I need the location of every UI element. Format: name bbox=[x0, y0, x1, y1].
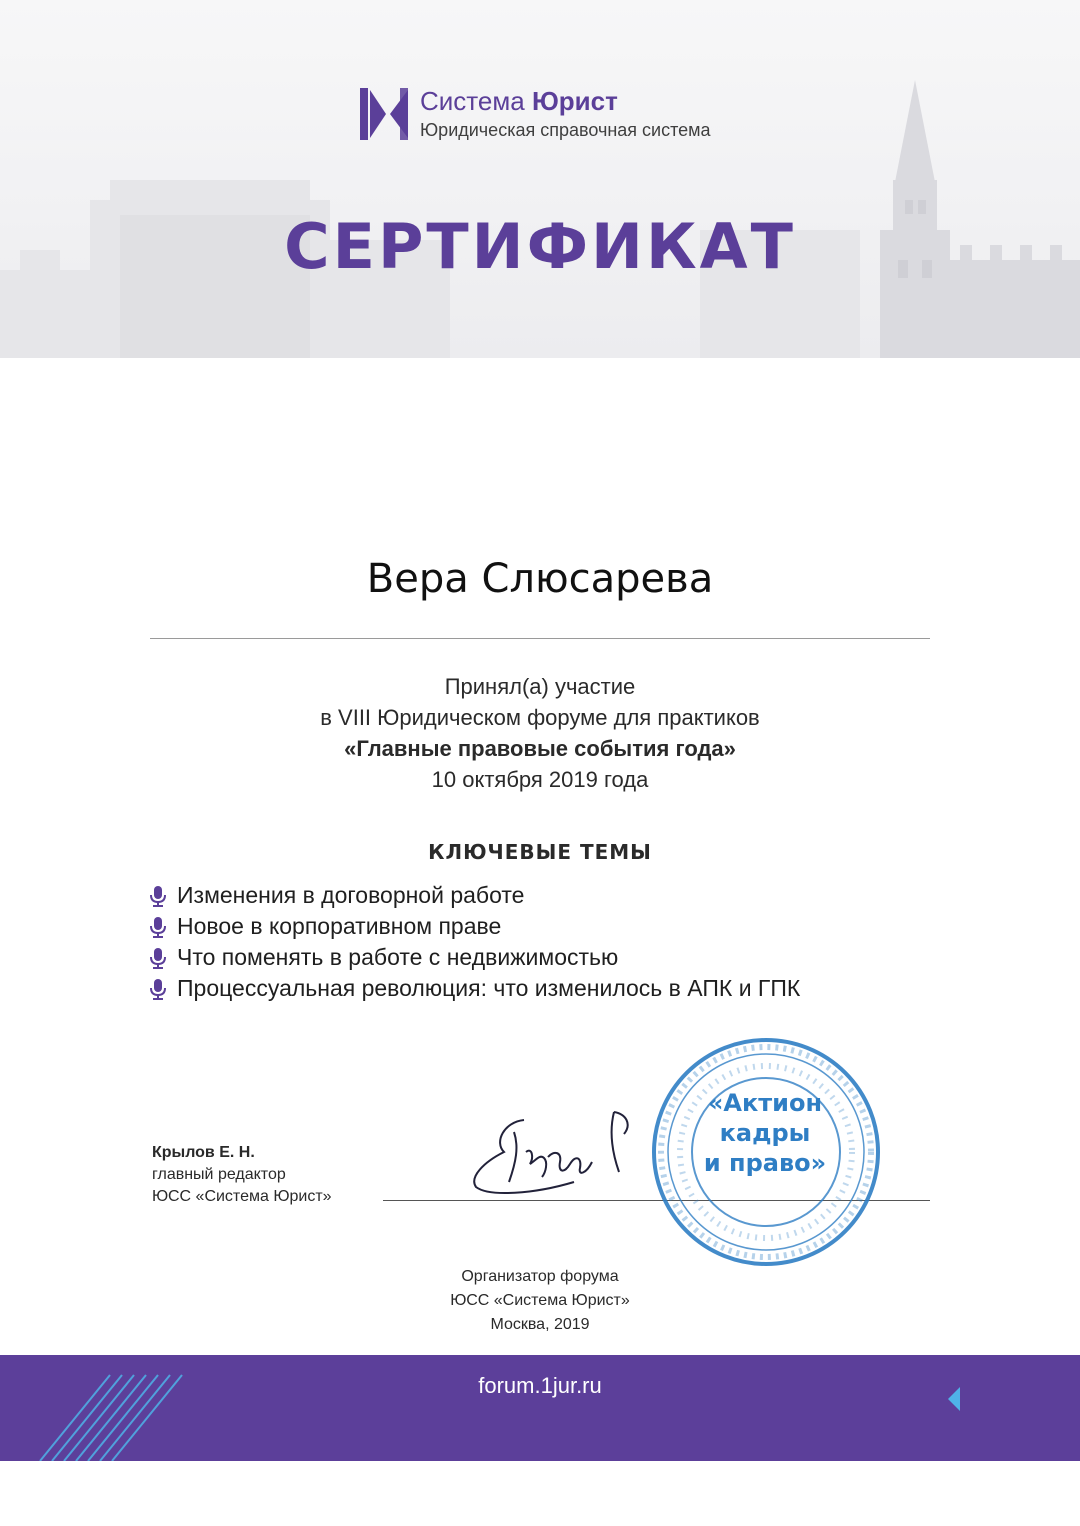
signer-name: Крылов Е. Н. bbox=[152, 1144, 255, 1161]
topic-text: Что поменять в работе с недвижимостью bbox=[177, 944, 619, 970]
participation-text: Принял(а) участие bbox=[444, 674, 636, 699]
city-background-illustration bbox=[0, 0, 1080, 358]
event-date: 10 октября 2019 года bbox=[431, 767, 649, 792]
footer-bar bbox=[0, 1355, 1080, 1461]
brand-logo bbox=[360, 86, 780, 146]
organizer-label: Организатор форума bbox=[461, 1268, 619, 1285]
list-item bbox=[148, 942, 948, 973]
event-description: в VIII Юридическом форуме для практиков bbox=[320, 705, 760, 730]
forum-website-link[interactable]: forum.1jur.ru bbox=[478, 1373, 602, 1398]
header-banner bbox=[0, 0, 1080, 358]
signer-position: главный редактор bbox=[152, 1166, 286, 1183]
signer-company: ЮСС «Система Юрист» bbox=[152, 1188, 332, 1205]
topics-heading: КЛЮЧЕВЫЕ ТЕМЫ bbox=[428, 840, 652, 864]
microphone-icon bbox=[148, 946, 168, 970]
seal-line-3: и право» bbox=[703, 1149, 827, 1177]
brand-logo-icon bbox=[360, 86, 408, 142]
topic-text: Процессуальная революция: что изменилось в АПК и ГПК bbox=[177, 975, 801, 1001]
list-item bbox=[148, 911, 948, 942]
signer-block bbox=[152, 1142, 332, 1208]
seal-line-2: кадры bbox=[719, 1119, 811, 1147]
organizer-company: ЮСС «Система Юрист» bbox=[450, 1292, 630, 1309]
seal-line-1: «Актион bbox=[707, 1089, 823, 1117]
organizer-city-year: Москва, 2019 bbox=[490, 1316, 590, 1333]
name-underline bbox=[150, 638, 930, 639]
topic-text: Новое в корпоративном праве bbox=[177, 913, 502, 939]
list-item bbox=[148, 880, 948, 911]
microphone-icon bbox=[148, 977, 168, 1001]
certificate-title: СЕРТИФИКАТ bbox=[284, 210, 796, 283]
topic-text: Изменения в договорной работе bbox=[177, 882, 525, 908]
seal-text bbox=[690, 1088, 840, 1178]
microphone-icon bbox=[148, 915, 168, 939]
event-name: «Главные правовые события года» bbox=[344, 736, 736, 761]
decorative-stripes-icon bbox=[0, 1355, 200, 1461]
triangle-left-icon bbox=[946, 1385, 962, 1413]
handwritten-signature bbox=[464, 1102, 644, 1202]
topics-list bbox=[148, 880, 948, 1004]
brand-tagline: Юридическая справочная система bbox=[420, 120, 711, 140]
microphone-icon bbox=[148, 884, 168, 908]
recipient-name: Вера Слюсарева bbox=[366, 556, 714, 602]
list-item bbox=[148, 973, 948, 1004]
brand-name: Система Юрист bbox=[420, 86, 618, 116]
